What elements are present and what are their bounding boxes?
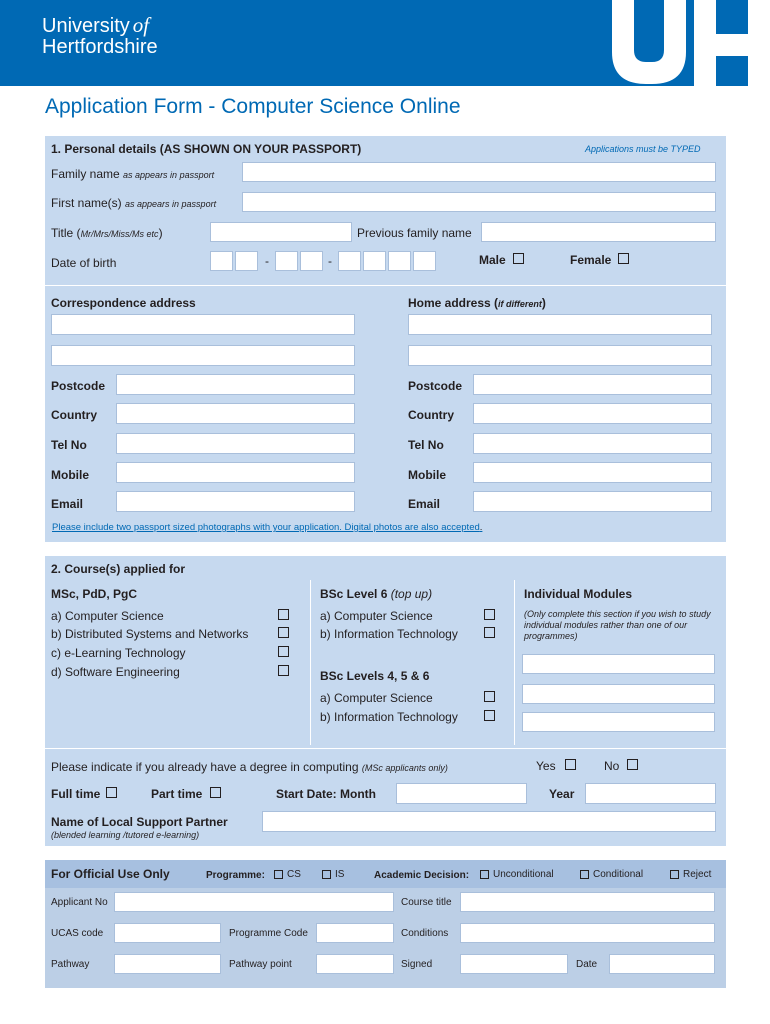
programme-is-checkbox[interactable] [322, 870, 331, 879]
bsc6-course-1-checkbox[interactable] [484, 609, 495, 620]
conditional-checkbox[interactable] [580, 870, 589, 879]
courses-divider-1 [310, 580, 311, 745]
corr-country-label: Country [51, 408, 97, 422]
academic-decision-label: Academic Decision: [374, 870, 470, 881]
conditions-field[interactable] [460, 923, 715, 943]
home-address-line-1[interactable] [408, 314, 712, 335]
no-checkbox[interactable] [627, 759, 638, 770]
yes-checkbox[interactable] [565, 759, 576, 770]
module-field-1[interactable] [522, 654, 715, 674]
home-country-field[interactable] [473, 403, 712, 424]
logo-of-text: of [132, 13, 150, 37]
previous-family-name-field[interactable] [481, 222, 716, 242]
msc-course-2-checkbox[interactable] [278, 627, 289, 638]
corr-country-field[interactable] [116, 403, 355, 424]
home-postcode-label: Postcode [408, 379, 463, 393]
courses-divider-2 [514, 580, 515, 745]
previous-family-name-label: Previous family name [357, 226, 472, 240]
programme-cs-checkbox[interactable] [274, 870, 283, 879]
bsc456-course-1-checkbox[interactable] [484, 691, 495, 702]
part-time-checkbox[interactable] [210, 787, 221, 798]
home-email-label: Email [408, 497, 441, 511]
msc-heading: MSc, PdD, PgC [51, 587, 138, 601]
male-checkbox[interactable] [513, 253, 524, 264]
corr-email-label: Email [51, 497, 84, 511]
corr-tel-label: Tel No [51, 438, 87, 452]
female-label: Female [570, 253, 612, 267]
programme-cs-label: CS [287, 869, 301, 880]
msc-course-1: a) Computer Science [51, 609, 164, 623]
date-field[interactable] [609, 954, 715, 974]
male-label: Male [479, 253, 506, 267]
programme-is-label: IS [335, 869, 345, 880]
corr-tel-field[interactable] [116, 433, 355, 454]
pathway-label: Pathway [51, 959, 90, 970]
support-partner-field[interactable] [262, 811, 716, 832]
bsc6-course-2-checkbox[interactable] [484, 627, 495, 638]
bsc6-course-2: b) Information Technology [320, 627, 458, 641]
applicant-no-label: Applicant No [51, 897, 108, 908]
applicant-no-field[interactable] [114, 892, 394, 912]
dob-label: Date of birth [51, 256, 117, 270]
start-year-field[interactable] [585, 783, 716, 804]
support-partner-label: Name of Local Support Partner [51, 815, 228, 829]
bsc456-course-2: b) Information Technology [320, 710, 458, 724]
conditions-label: Conditions [401, 928, 449, 939]
programme-code-label: Programme Code [229, 928, 308, 939]
home-address-line-2[interactable] [408, 345, 712, 366]
photo-note: Please include two passport sized photographs with your application. Digital photos are also accepted. [52, 522, 483, 533]
home-tel-label: Tel No [408, 438, 444, 452]
dob-year-4[interactable] [413, 251, 436, 271]
correspondence-address-label: Correspondence address [51, 296, 196, 310]
bsc456-course-1: a) Computer Science [320, 691, 433, 705]
uh-logo-mark [0, 0, 770, 86]
corr-mobile-label: Mobile [51, 468, 89, 482]
corr-postcode-label: Postcode [51, 379, 106, 393]
msc-course-4-checkbox[interactable] [278, 665, 289, 676]
dob-month-1[interactable] [275, 251, 298, 271]
reject-label: Reject [683, 869, 712, 880]
corr-email-field[interactable] [116, 491, 355, 512]
msc-course-3: c) e-Learning Technology [51, 646, 186, 660]
first-name-label: First name(s) as appears in passport [51, 196, 217, 210]
date-label: Date [576, 959, 598, 970]
dob-sep-1: - [265, 254, 269, 268]
full-time-checkbox[interactable] [106, 787, 117, 798]
course-title-field[interactable] [460, 892, 715, 912]
corr-postcode-field[interactable] [116, 374, 355, 395]
dob-year-2[interactable] [363, 251, 386, 271]
home-postcode-field[interactable] [473, 374, 712, 395]
support-partner-hint: (blended learning /tutored e-learning) [51, 830, 200, 840]
programme-code-field[interactable] [316, 923, 394, 943]
year-label: Year [549, 787, 575, 801]
course-title-label: Course title [401, 897, 452, 908]
programme-label: Programme: [206, 870, 265, 881]
bsc456-heading: BSc Levels 4, 5 & 6 [320, 669, 430, 683]
ucas-code-label: UCAS code [51, 928, 104, 939]
typed-note: Applications must be TYPED [585, 144, 701, 154]
home-tel-field[interactable] [473, 433, 712, 454]
signed-label: Signed [401, 959, 433, 970]
ucas-code-field[interactable] [114, 923, 221, 943]
logo-university-text: University [42, 15, 130, 37]
dob-day-2[interactable] [235, 251, 258, 271]
signed-field[interactable] [460, 954, 568, 974]
dob-day-1[interactable] [210, 251, 233, 271]
home-email-field[interactable] [473, 491, 712, 512]
module-field-2[interactable] [522, 684, 715, 704]
first-name-field[interactable] [242, 192, 716, 212]
msc-course-3-checkbox[interactable] [278, 646, 289, 657]
logo-hertfordshire-text: Hertfordshire [42, 36, 158, 58]
correspondence-address-line-1[interactable] [51, 314, 355, 335]
home-address-label: Home address (if different) [408, 296, 546, 310]
address-divider [45, 285, 726, 286]
unconditional-checkbox[interactable] [480, 870, 489, 879]
female-checkbox[interactable] [618, 253, 629, 264]
start-date-label: Start Date: Month [276, 787, 376, 801]
form-title: Application Form - Computer Science Online [45, 95, 461, 118]
dob-sep-2: - [328, 254, 332, 268]
pathway-point-label: Pathway point [229, 959, 292, 970]
msc-course-1-checkbox[interactable] [278, 609, 289, 620]
modules-note: (Only complete this section if you wish to study individual modules rather than one of our programmes) [524, 609, 711, 641]
msc-course-4: d) Software Engineering [51, 665, 180, 679]
title-field[interactable] [210, 222, 352, 242]
reject-checkbox[interactable] [670, 870, 679, 879]
home-country-label: Country [408, 408, 454, 422]
official-use-heading: For Official Use Only [51, 867, 170, 881]
start-month-field[interactable] [396, 783, 527, 804]
bsc456-course-2-checkbox[interactable] [484, 710, 495, 721]
courses-bottom-divider [45, 748, 726, 749]
part-time-label: Part time [151, 787, 203, 801]
dob-month-2[interactable] [300, 251, 323, 271]
home-mobile-label: Mobile [408, 468, 446, 482]
no-label: No [604, 759, 620, 773]
personal-details-heading: 1. Personal details (AS SHOWN ON YOUR PASSPORT) [51, 142, 362, 156]
pathway-point-field[interactable] [316, 954, 394, 974]
yes-label: Yes [536, 759, 556, 773]
dob-year-1[interactable] [338, 251, 361, 271]
pathway-field[interactable] [114, 954, 221, 974]
family-name-field[interactable] [242, 162, 716, 182]
full-time-label: Full time [51, 787, 101, 801]
family-name-label: Family name as appears in passport [51, 167, 215, 181]
bsc6-heading: BSc Level 6 (top up) [320, 587, 433, 601]
conditional-label: Conditional [593, 869, 644, 880]
correspondence-address-line-2[interactable] [51, 345, 355, 366]
home-mobile-field[interactable] [473, 462, 712, 483]
msc-course-2: b) Distributed Systems and Networks [51, 627, 249, 641]
unconditional-label: Unconditional [493, 869, 554, 880]
courses-heading: 2. Course(s) applied for [51, 562, 186, 576]
module-field-3[interactable] [522, 712, 715, 732]
dob-year-3[interactable] [388, 251, 411, 271]
title-label: Title (Mr/Mrs/Miss/Ms etc) [51, 226, 163, 240]
bsc6-course-1: a) Computer Science [320, 609, 433, 623]
modules-heading: Individual Modules [524, 587, 633, 601]
degree-question: Please indicate if you already have a degree in computing (MSc applicants only) [51, 760, 448, 774]
corr-mobile-field[interactable] [116, 462, 355, 483]
